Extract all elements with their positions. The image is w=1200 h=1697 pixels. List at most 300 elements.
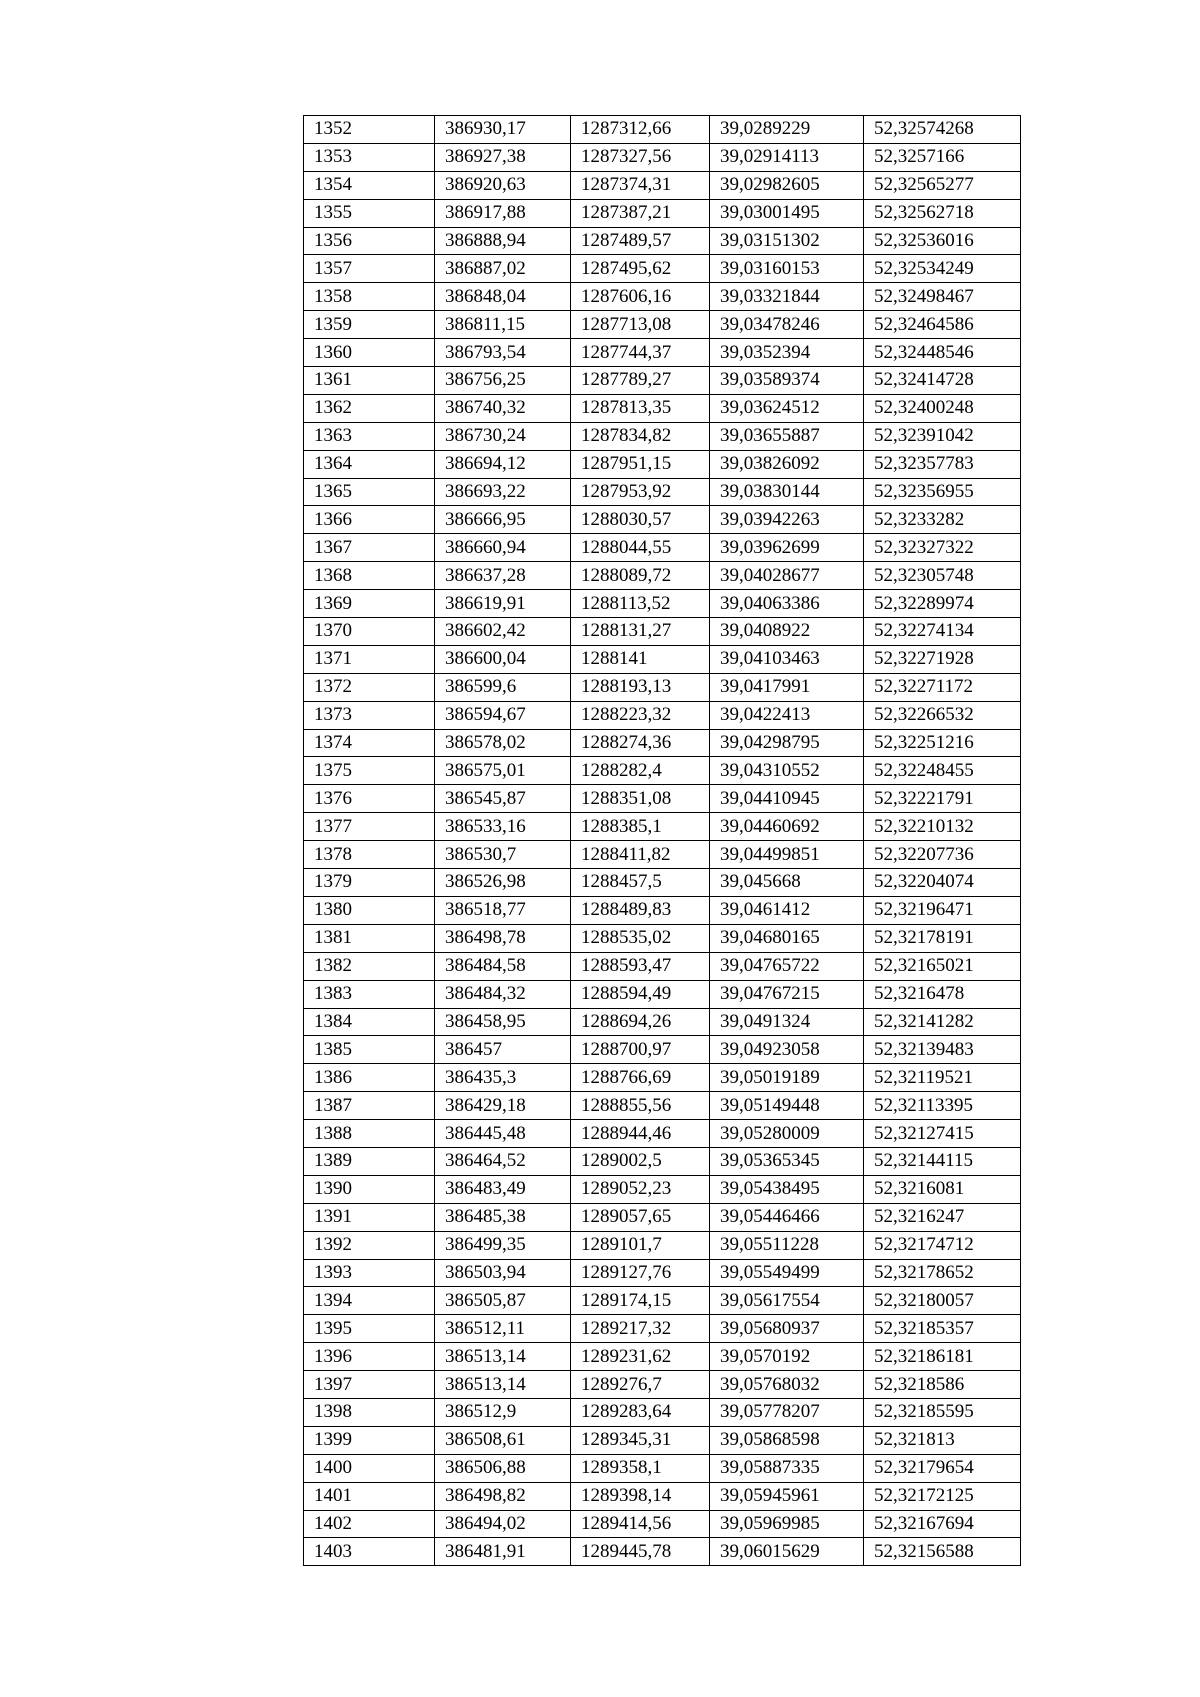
table-row xyxy=(304,1064,1021,1092)
table-row xyxy=(304,673,1021,701)
table-row xyxy=(304,255,1021,283)
table-row xyxy=(304,1482,1021,1510)
point-number-cell: 1373 xyxy=(304,701,435,729)
x-coordinate-cell: 386483,49 xyxy=(435,1175,571,1203)
longitude-cell: 39,05019189 xyxy=(710,1064,864,1092)
point-number-cell: 1364 xyxy=(304,450,435,478)
x-coordinate-cell: 386508,61 xyxy=(435,1426,571,1454)
x-coordinate-cell: 386512,11 xyxy=(435,1315,571,1343)
y-coordinate-cell: 1289231,62 xyxy=(571,1343,710,1371)
table-row xyxy=(304,283,1021,311)
latitude-cell: 52,32271172 xyxy=(864,673,1021,701)
x-coordinate-cell: 386637,28 xyxy=(435,562,571,590)
table-row xyxy=(304,1287,1021,1315)
y-coordinate-cell: 1288282,4 xyxy=(571,757,710,785)
x-coordinate-cell: 386660,94 xyxy=(435,534,571,562)
point-number-cell: 1363 xyxy=(304,422,435,450)
y-coordinate-cell: 1288944,46 xyxy=(571,1120,710,1148)
longitude-cell: 39,03826092 xyxy=(710,450,864,478)
table-row xyxy=(304,645,1021,673)
table-row xyxy=(304,562,1021,590)
y-coordinate-cell: 1287951,15 xyxy=(571,450,710,478)
longitude-cell: 39,03962699 xyxy=(710,534,864,562)
y-coordinate-cell: 1288089,72 xyxy=(571,562,710,590)
latitude-cell: 52,32186181 xyxy=(864,1343,1021,1371)
y-coordinate-cell: 1289358,1 xyxy=(571,1454,710,1482)
point-number-cell: 1400 xyxy=(304,1454,435,1482)
y-coordinate-cell: 1289174,15 xyxy=(571,1287,710,1315)
y-coordinate-cell: 1288351,08 xyxy=(571,785,710,813)
table-row xyxy=(304,896,1021,924)
longitude-cell: 39,04680165 xyxy=(710,924,864,952)
table-row xyxy=(304,450,1021,478)
longitude-cell: 39,04298795 xyxy=(710,729,864,757)
latitude-cell: 52,32248455 xyxy=(864,757,1021,785)
x-coordinate-cell: 386927,38 xyxy=(435,143,571,171)
x-coordinate-cell: 386930,17 xyxy=(435,116,571,144)
y-coordinate-cell: 1288700,97 xyxy=(571,1036,710,1064)
longitude-cell: 39,04410945 xyxy=(710,785,864,813)
x-coordinate-cell: 386499,35 xyxy=(435,1231,571,1259)
table-row xyxy=(304,1203,1021,1231)
latitude-cell: 52,32251216 xyxy=(864,729,1021,757)
point-number-cell: 1390 xyxy=(304,1175,435,1203)
point-number-cell: 1382 xyxy=(304,952,435,980)
longitude-cell: 39,04767215 xyxy=(710,980,864,1008)
longitude-cell: 39,03624512 xyxy=(710,394,864,422)
table-row xyxy=(304,1426,1021,1454)
y-coordinate-cell: 1289414,56 xyxy=(571,1510,710,1538)
table-row xyxy=(304,1454,1021,1482)
y-coordinate-cell: 1287789,27 xyxy=(571,367,710,395)
point-number-cell: 1391 xyxy=(304,1203,435,1231)
latitude-cell: 52,32357783 xyxy=(864,450,1021,478)
x-coordinate-cell: 386506,88 xyxy=(435,1454,571,1482)
table-row xyxy=(304,869,1021,897)
x-coordinate-cell: 386756,25 xyxy=(435,367,571,395)
y-coordinate-cell: 1289101,7 xyxy=(571,1231,710,1259)
x-coordinate-cell: 386578,02 xyxy=(435,729,571,757)
table-row xyxy=(304,1092,1021,1120)
x-coordinate-cell: 386530,7 xyxy=(435,841,571,869)
point-number-cell: 1371 xyxy=(304,645,435,673)
y-coordinate-cell: 1289127,76 xyxy=(571,1259,710,1287)
x-coordinate-cell: 386666,95 xyxy=(435,506,571,534)
y-coordinate-cell: 1288855,56 xyxy=(571,1092,710,1120)
table-row xyxy=(304,339,1021,367)
table-row xyxy=(304,1147,1021,1175)
y-coordinate-cell: 1288131,27 xyxy=(571,618,710,646)
point-number-cell: 1360 xyxy=(304,339,435,367)
x-coordinate-cell: 386888,94 xyxy=(435,227,571,255)
x-coordinate-cell: 386600,04 xyxy=(435,645,571,673)
y-coordinate-cell: 1289283,64 xyxy=(571,1398,710,1426)
table-row xyxy=(304,729,1021,757)
longitude-cell: 39,0570192 xyxy=(710,1343,864,1371)
longitude-cell: 39,045668 xyxy=(710,869,864,897)
y-coordinate-cell: 1288766,69 xyxy=(571,1064,710,1092)
point-number-cell: 1386 xyxy=(304,1064,435,1092)
table-row xyxy=(304,171,1021,199)
table-row xyxy=(304,952,1021,980)
point-number-cell: 1399 xyxy=(304,1426,435,1454)
latitude-cell: 52,32536016 xyxy=(864,227,1021,255)
table-row xyxy=(304,813,1021,841)
x-coordinate-cell: 386457 xyxy=(435,1036,571,1064)
latitude-cell: 52,3216478 xyxy=(864,980,1021,1008)
y-coordinate-cell: 1287327,56 xyxy=(571,143,710,171)
longitude-cell: 39,03321844 xyxy=(710,283,864,311)
longitude-cell: 39,03655887 xyxy=(710,422,864,450)
point-number-cell: 1357 xyxy=(304,255,435,283)
x-coordinate-cell: 386730,24 xyxy=(435,422,571,450)
latitude-cell: 52,32414728 xyxy=(864,367,1021,395)
point-number-cell: 1377 xyxy=(304,813,435,841)
longitude-cell: 39,05511228 xyxy=(710,1231,864,1259)
latitude-cell: 52,321813 xyxy=(864,1426,1021,1454)
point-number-cell: 1355 xyxy=(304,199,435,227)
point-number-cell: 1398 xyxy=(304,1398,435,1426)
x-coordinate-cell: 386740,32 xyxy=(435,394,571,422)
y-coordinate-cell: 1287953,92 xyxy=(571,478,710,506)
y-coordinate-cell: 1287489,57 xyxy=(571,227,710,255)
y-coordinate-cell: 1287834,82 xyxy=(571,422,710,450)
longitude-cell: 39,04063386 xyxy=(710,590,864,618)
x-coordinate-cell: 386464,52 xyxy=(435,1147,571,1175)
table-row xyxy=(304,394,1021,422)
latitude-cell: 52,32156588 xyxy=(864,1538,1021,1566)
longitude-cell: 39,05969985 xyxy=(710,1510,864,1538)
latitude-cell: 52,32113395 xyxy=(864,1092,1021,1120)
table-row xyxy=(304,227,1021,255)
y-coordinate-cell: 1288193,13 xyxy=(571,673,710,701)
point-number-cell: 1358 xyxy=(304,283,435,311)
latitude-cell: 52,32289974 xyxy=(864,590,1021,618)
table-row xyxy=(304,1315,1021,1343)
point-number-cell: 1393 xyxy=(304,1259,435,1287)
x-coordinate-cell: 386498,82 xyxy=(435,1482,571,1510)
longitude-cell: 39,03942263 xyxy=(710,506,864,534)
longitude-cell: 39,05149448 xyxy=(710,1092,864,1120)
latitude-cell: 52,32178652 xyxy=(864,1259,1021,1287)
latitude-cell: 52,32574268 xyxy=(864,116,1021,144)
x-coordinate-cell: 386512,9 xyxy=(435,1398,571,1426)
latitude-cell: 52,3216247 xyxy=(864,1203,1021,1231)
point-number-cell: 1369 xyxy=(304,590,435,618)
table-row xyxy=(304,1008,1021,1036)
x-coordinate-cell: 386526,98 xyxy=(435,869,571,897)
latitude-cell: 52,32144115 xyxy=(864,1147,1021,1175)
table-row xyxy=(304,1343,1021,1371)
y-coordinate-cell: 1289052,23 xyxy=(571,1175,710,1203)
y-coordinate-cell: 1287495,62 xyxy=(571,255,710,283)
point-number-cell: 1378 xyxy=(304,841,435,869)
x-coordinate-cell: 386619,91 xyxy=(435,590,571,618)
latitude-cell: 52,32448546 xyxy=(864,339,1021,367)
y-coordinate-cell: 1289276,7 xyxy=(571,1371,710,1399)
latitude-cell: 52,32210132 xyxy=(864,813,1021,841)
point-number-cell: 1385 xyxy=(304,1036,435,1064)
y-coordinate-cell: 1288141 xyxy=(571,645,710,673)
longitude-cell: 39,0422413 xyxy=(710,701,864,729)
point-number-cell: 1362 xyxy=(304,394,435,422)
table-row xyxy=(304,506,1021,534)
y-coordinate-cell: 1287312,66 xyxy=(571,116,710,144)
coordinates-table xyxy=(303,115,1021,1566)
table-row xyxy=(304,1371,1021,1399)
table-row xyxy=(304,116,1021,144)
y-coordinate-cell: 1287744,37 xyxy=(571,339,710,367)
latitude-cell: 52,32274134 xyxy=(864,618,1021,646)
latitude-cell: 52,32565277 xyxy=(864,171,1021,199)
longitude-cell: 39,04310552 xyxy=(710,757,864,785)
table-row xyxy=(304,1398,1021,1426)
table-row xyxy=(304,367,1021,395)
longitude-cell: 39,04028677 xyxy=(710,562,864,590)
point-number-cell: 1388 xyxy=(304,1120,435,1148)
longitude-cell: 39,05280009 xyxy=(710,1120,864,1148)
longitude-cell: 39,05778207 xyxy=(710,1398,864,1426)
latitude-cell: 52,32180057 xyxy=(864,1287,1021,1315)
longitude-cell: 39,02982605 xyxy=(710,171,864,199)
longitude-cell: 39,05446466 xyxy=(710,1203,864,1231)
point-number-cell: 1370 xyxy=(304,618,435,646)
x-coordinate-cell: 386435,3 xyxy=(435,1064,571,1092)
y-coordinate-cell: 1289398,14 xyxy=(571,1482,710,1510)
point-number-cell: 1376 xyxy=(304,785,435,813)
point-number-cell: 1392 xyxy=(304,1231,435,1259)
y-coordinate-cell: 1288274,36 xyxy=(571,729,710,757)
longitude-cell: 39,03001495 xyxy=(710,199,864,227)
longitude-cell: 39,05365345 xyxy=(710,1147,864,1175)
longitude-cell: 39,05945961 xyxy=(710,1482,864,1510)
longitude-cell: 39,05549499 xyxy=(710,1259,864,1287)
y-coordinate-cell: 1287713,08 xyxy=(571,311,710,339)
longitude-cell: 39,0417991 xyxy=(710,673,864,701)
longitude-cell: 39,03589374 xyxy=(710,367,864,395)
y-coordinate-cell: 1288594,49 xyxy=(571,980,710,1008)
longitude-cell: 39,04765722 xyxy=(710,952,864,980)
point-number-cell: 1354 xyxy=(304,171,435,199)
longitude-cell: 39,03478246 xyxy=(710,311,864,339)
point-number-cell: 1387 xyxy=(304,1092,435,1120)
point-number-cell: 1368 xyxy=(304,562,435,590)
longitude-cell: 39,04103463 xyxy=(710,645,864,673)
latitude-cell: 52,32139483 xyxy=(864,1036,1021,1064)
x-coordinate-cell: 386887,02 xyxy=(435,255,571,283)
y-coordinate-cell: 1288593,47 xyxy=(571,952,710,980)
table-row xyxy=(304,1231,1021,1259)
y-coordinate-cell: 1288030,57 xyxy=(571,506,710,534)
point-number-cell: 1352 xyxy=(304,116,435,144)
longitude-cell: 39,04923058 xyxy=(710,1036,864,1064)
y-coordinate-cell: 1287387,21 xyxy=(571,199,710,227)
point-number-cell: 1381 xyxy=(304,924,435,952)
y-coordinate-cell: 1287374,31 xyxy=(571,171,710,199)
y-coordinate-cell: 1289217,32 xyxy=(571,1315,710,1343)
y-coordinate-cell: 1288411,82 xyxy=(571,841,710,869)
longitude-cell: 39,05887335 xyxy=(710,1454,864,1482)
longitude-cell: 39,0352394 xyxy=(710,339,864,367)
x-coordinate-cell: 386484,32 xyxy=(435,980,571,1008)
latitude-cell: 52,32266532 xyxy=(864,701,1021,729)
x-coordinate-cell: 386599,6 xyxy=(435,673,571,701)
x-coordinate-cell: 386594,67 xyxy=(435,701,571,729)
latitude-cell: 52,32141282 xyxy=(864,1008,1021,1036)
x-coordinate-cell: 386575,01 xyxy=(435,757,571,785)
latitude-cell: 52,32327322 xyxy=(864,534,1021,562)
latitude-cell: 52,32178191 xyxy=(864,924,1021,952)
latitude-cell: 52,32185595 xyxy=(864,1398,1021,1426)
x-coordinate-cell: 386518,77 xyxy=(435,896,571,924)
longitude-cell: 39,04499851 xyxy=(710,841,864,869)
longitude-cell: 39,05868598 xyxy=(710,1426,864,1454)
latitude-cell: 52,32221791 xyxy=(864,785,1021,813)
table-row xyxy=(304,618,1021,646)
latitude-cell: 52,32271928 xyxy=(864,645,1021,673)
y-coordinate-cell: 1287813,35 xyxy=(571,394,710,422)
x-coordinate-cell: 386458,95 xyxy=(435,1008,571,1036)
latitude-cell: 52,32179654 xyxy=(864,1454,1021,1482)
x-coordinate-cell: 386533,16 xyxy=(435,813,571,841)
point-number-cell: 1356 xyxy=(304,227,435,255)
point-number-cell: 1389 xyxy=(304,1147,435,1175)
latitude-cell: 52,32185357 xyxy=(864,1315,1021,1343)
point-number-cell: 1367 xyxy=(304,534,435,562)
x-coordinate-cell: 386848,04 xyxy=(435,283,571,311)
x-coordinate-cell: 386513,14 xyxy=(435,1371,571,1399)
x-coordinate-cell: 386811,15 xyxy=(435,311,571,339)
x-coordinate-cell: 386481,91 xyxy=(435,1538,571,1566)
table-row xyxy=(304,757,1021,785)
table-row xyxy=(304,534,1021,562)
y-coordinate-cell: 1288044,55 xyxy=(571,534,710,562)
longitude-cell: 39,0408922 xyxy=(710,618,864,646)
table-row xyxy=(304,1175,1021,1203)
table-row xyxy=(304,701,1021,729)
table-row xyxy=(304,785,1021,813)
y-coordinate-cell: 1289002,5 xyxy=(571,1147,710,1175)
point-number-cell: 1397 xyxy=(304,1371,435,1399)
point-number-cell: 1402 xyxy=(304,1510,435,1538)
latitude-cell: 52,32464586 xyxy=(864,311,1021,339)
longitude-cell: 39,06015629 xyxy=(710,1538,864,1566)
y-coordinate-cell: 1289445,78 xyxy=(571,1538,710,1566)
y-coordinate-cell: 1288385,1 xyxy=(571,813,710,841)
table-row xyxy=(304,311,1021,339)
point-number-cell: 1353 xyxy=(304,143,435,171)
point-number-cell: 1366 xyxy=(304,506,435,534)
x-coordinate-cell: 386505,87 xyxy=(435,1287,571,1315)
latitude-cell: 52,3257166 xyxy=(864,143,1021,171)
x-coordinate-cell: 386793,54 xyxy=(435,339,571,367)
table-row xyxy=(304,841,1021,869)
x-coordinate-cell: 386485,38 xyxy=(435,1203,571,1231)
x-coordinate-cell: 386503,94 xyxy=(435,1259,571,1287)
longitude-cell: 39,05768032 xyxy=(710,1371,864,1399)
y-coordinate-cell: 1288489,83 xyxy=(571,896,710,924)
table-row xyxy=(304,478,1021,506)
latitude-cell: 52,32498467 xyxy=(864,283,1021,311)
longitude-cell: 39,02914113 xyxy=(710,143,864,171)
y-coordinate-cell: 1289345,31 xyxy=(571,1426,710,1454)
y-coordinate-cell: 1288535,02 xyxy=(571,924,710,952)
latitude-cell: 52,32356955 xyxy=(864,478,1021,506)
point-number-cell: 1372 xyxy=(304,673,435,701)
point-number-cell: 1384 xyxy=(304,1008,435,1036)
table-row xyxy=(304,1538,1021,1566)
y-coordinate-cell: 1289057,65 xyxy=(571,1203,710,1231)
x-coordinate-cell: 386498,78 xyxy=(435,924,571,952)
latitude-cell: 52,32562718 xyxy=(864,199,1021,227)
point-number-cell: 1403 xyxy=(304,1538,435,1566)
x-coordinate-cell: 386429,18 xyxy=(435,1092,571,1120)
latitude-cell: 52,32167694 xyxy=(864,1510,1021,1538)
longitude-cell: 39,0461412 xyxy=(710,896,864,924)
latitude-cell: 52,32204074 xyxy=(864,869,1021,897)
latitude-cell: 52,32127415 xyxy=(864,1120,1021,1148)
latitude-cell: 52,32534249 xyxy=(864,255,1021,283)
x-coordinate-cell: 386484,58 xyxy=(435,952,571,980)
point-number-cell: 1365 xyxy=(304,478,435,506)
latitude-cell: 52,32391042 xyxy=(864,422,1021,450)
x-coordinate-cell: 386694,12 xyxy=(435,450,571,478)
point-number-cell: 1379 xyxy=(304,869,435,897)
point-number-cell: 1394 xyxy=(304,1287,435,1315)
y-coordinate-cell: 1288113,52 xyxy=(571,590,710,618)
x-coordinate-cell: 386545,87 xyxy=(435,785,571,813)
table-row xyxy=(304,980,1021,1008)
x-coordinate-cell: 386693,22 xyxy=(435,478,571,506)
x-coordinate-cell: 386513,14 xyxy=(435,1343,571,1371)
table-row xyxy=(304,924,1021,952)
table-row xyxy=(304,143,1021,171)
latitude-cell: 52,32174712 xyxy=(864,1231,1021,1259)
y-coordinate-cell: 1288694,26 xyxy=(571,1008,710,1036)
longitude-cell: 39,0491324 xyxy=(710,1008,864,1036)
point-number-cell: 1375 xyxy=(304,757,435,785)
latitude-cell: 52,32207736 xyxy=(864,841,1021,869)
latitude-cell: 52,32165021 xyxy=(864,952,1021,980)
table-row xyxy=(304,1510,1021,1538)
longitude-cell: 39,03160153 xyxy=(710,255,864,283)
point-number-cell: 1383 xyxy=(304,980,435,1008)
longitude-cell: 39,0289229 xyxy=(710,116,864,144)
longitude-cell: 39,04460692 xyxy=(710,813,864,841)
point-number-cell: 1396 xyxy=(304,1343,435,1371)
table-row xyxy=(304,199,1021,227)
point-number-cell: 1359 xyxy=(304,311,435,339)
latitude-cell: 52,32305748 xyxy=(864,562,1021,590)
latitude-cell: 52,32172125 xyxy=(864,1482,1021,1510)
table-row xyxy=(304,1259,1021,1287)
table-row xyxy=(304,422,1021,450)
table-row xyxy=(304,590,1021,618)
x-coordinate-cell: 386917,88 xyxy=(435,199,571,227)
latitude-cell: 52,32119521 xyxy=(864,1064,1021,1092)
point-number-cell: 1361 xyxy=(304,367,435,395)
latitude-cell: 52,3216081 xyxy=(864,1175,1021,1203)
latitude-cell: 52,3218586 xyxy=(864,1371,1021,1399)
latitude-cell: 52,3233282 xyxy=(864,506,1021,534)
coordinates-table-body xyxy=(304,116,1021,1566)
longitude-cell: 39,05680937 xyxy=(710,1315,864,1343)
table-row xyxy=(304,1120,1021,1148)
point-number-cell: 1401 xyxy=(304,1482,435,1510)
point-number-cell: 1374 xyxy=(304,729,435,757)
longitude-cell: 39,05438495 xyxy=(710,1175,864,1203)
longitude-cell: 39,03151302 xyxy=(710,227,864,255)
